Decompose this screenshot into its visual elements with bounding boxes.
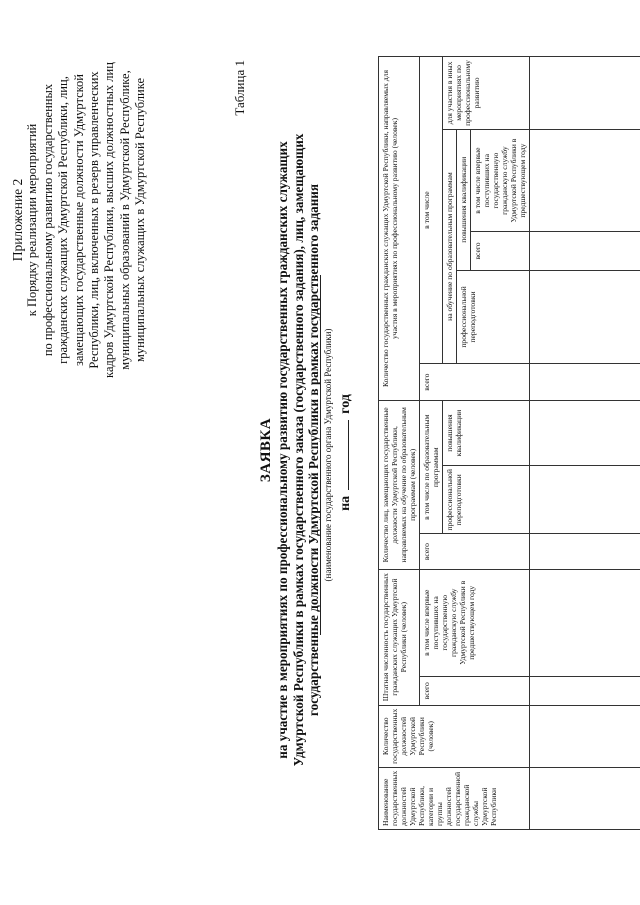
header-position-names: Наименование государственных должностей Удмуртской Республики, категории и группы должностей государственной гражданской службы Удмуртской Республики (379, 767, 530, 829)
table-cell[interactable] (530, 569, 640, 676)
header-officials-total: всего (420, 534, 530, 569)
request-line: Удмуртской Республики в рамках государственного заказа (государственного задания), лиц, замещающих (290, 133, 306, 767)
request-heading: ЗАЯВКА (258, 417, 274, 483)
appendix-header (10, 15, 149, 425)
table-cell[interactable] (530, 57, 640, 130)
table-cell[interactable] (530, 767, 640, 829)
header-staff-total: всего (420, 676, 530, 705)
appendix-line: гражданских служащих Удмуртской Республики, лиц, (56, 76, 71, 364)
table-cell[interactable] (530, 401, 640, 466)
header-officials-training: Количество лиц, замещающих государственные должности Удмуртской Республики, направляемых на обучение по образовательным программам (человек) (379, 401, 420, 570)
appendix-line: муниципальных служащих в Удмуртской Республике (133, 77, 148, 363)
header-officials-incl: в том числе по образовательным программам (420, 401, 443, 534)
header-servants-incl: в том числе (420, 57, 443, 364)
table-cell[interactable] (530, 232, 640, 270)
appendix-title: Приложение 2 (10, 178, 25, 262)
table-cell[interactable] (530, 466, 640, 534)
header-positions-count: Количество государственных должностей Удмуртской Республики (человек) (379, 705, 530, 767)
request-table (378, 56, 640, 830)
header-servants-total: всего (420, 364, 530, 401)
year-prefix: на (338, 495, 353, 511)
header-servants-retraining: профессиональной переподготовки (457, 270, 530, 364)
header-servants-education: на обучение по образовательным программам (443, 129, 457, 363)
year-suffix: год (338, 394, 353, 414)
appendix-line: по профессиональному развитию государственных (40, 83, 55, 357)
header-servants-advanced-total: всего (471, 232, 530, 270)
table-cell[interactable] (530, 129, 640, 231)
header-servants-other: для участия в иных мероприятиях по профессиональному развитию (443, 57, 530, 130)
year-blank (348, 420, 349, 490)
header-officials-retraining: профессиональной переподготовки (443, 466, 530, 534)
appendix-line: замещающих государственные должности Удмуртской (71, 74, 86, 367)
request-line: государственные должности Удмуртской Республики в рамках государственного задания (306, 183, 321, 717)
request-line: на участие в мероприятиях по профессиональному развитию государственных гражданских служащих (275, 141, 290, 759)
table-row (530, 57, 640, 830)
header-officials-advanced: повышения квалификации (443, 401, 530, 466)
table-header-row (379, 57, 420, 830)
table-cell[interactable] (530, 270, 640, 364)
header-staff-count: Штатная численность государственных гражданских служащих Удмуртской Республики (человек) (379, 569, 420, 705)
request-title (258, 55, 322, 845)
appendix-line: Республики, лиц, включенных в резерв управленческих (87, 71, 102, 369)
year-line (338, 0, 354, 905)
header-staff-new: в том числе впервые поступивших на государственную гражданскую службу Удмуртской Республики в предшествующем году (420, 569, 530, 676)
table-label: Таблица 1 (232, 60, 247, 116)
header-servants-advanced: повышения квалификации (457, 129, 471, 270)
appendix-line: кадров Удмуртской Республики, высших должностных лиц (102, 62, 117, 378)
header-servants-advanced-new: в том числе впервые поступивших на государственную гражданскую службу Удмуртской Республики в предшествующем году (471, 129, 530, 231)
header-servants-training: Количество государственных гражданских служащих Удмуртской Республики, направляемых для участия в мероприятиях по профессиональному развитию (человек) (379, 57, 420, 401)
appendix-line: к Порядку реализации мероприятий (25, 123, 40, 317)
org-name-caption: (наименование государственного органа Удмуртской Республики) (320, 275, 333, 635)
table-cell[interactable] (530, 705, 640, 767)
appendix-line: муниципальных образований в Удмуртской Республике, (117, 70, 132, 370)
table-cell[interactable] (530, 364, 640, 401)
table-cell[interactable] (530, 534, 640, 569)
table-cell[interactable] (530, 676, 640, 705)
